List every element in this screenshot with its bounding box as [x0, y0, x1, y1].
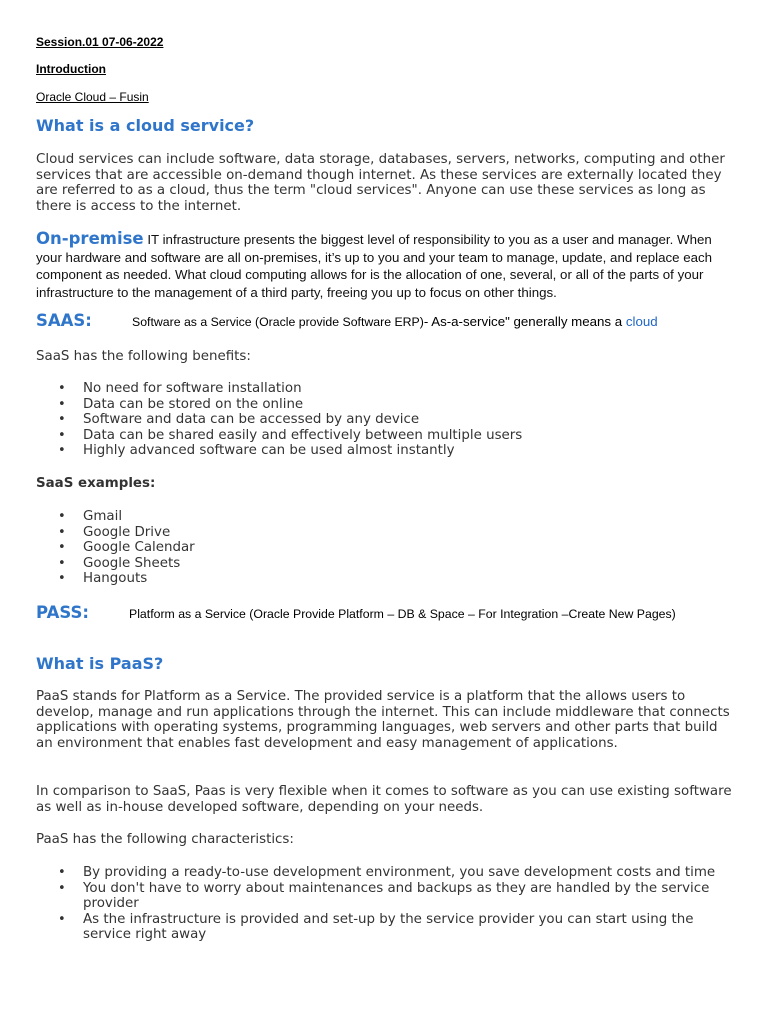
list-item — [36, 397, 736, 413]
bullet-icon: • — [58, 412, 66, 427]
list-item-text: Google Drive — [83, 524, 171, 540]
paas-characteristics-list — [36, 865, 736, 943]
pass-heading: PASS: — [36, 603, 89, 622]
saas-heading: SAAS: — [36, 311, 92, 330]
bullet-icon: • — [58, 571, 66, 586]
session-line: Session.01 07-06-2022 — [36, 35, 164, 49]
on-premise-heading: On-premise — [36, 229, 144, 248]
list-item-text: Hangouts — [83, 571, 148, 586]
bullet-icon: • — [58, 509, 66, 524]
cloud-service-paragraph: Cloud services can include software, data storage, databases, servers, networks, computing and other services that are accessible on-demand though internet. As these services are externally located they are referred to as a cloud, thus the term "cloud services". Anyone can use these services as long as there is access to the internet. — [36, 152, 725, 214]
paas-paragraph-2: In comparison to SaaS, Paas is very flexible when it comes to software as you can use existing software as well as in-house developed software, depending on your needs. — [36, 784, 732, 815]
saas-description-2: - As-a-service" generally means a — [423, 314, 626, 329]
list-item — [36, 865, 736, 881]
list-item-text: Data can be stored on the online — [83, 396, 304, 412]
list-item — [36, 881, 736, 912]
bullet-icon: • — [58, 443, 66, 458]
list-item — [36, 571, 736, 587]
on-premise-paragraph — [36, 230, 736, 301]
list-item — [36, 509, 736, 525]
list-item-text: Highly advanced software can be used almost instantly — [83, 443, 455, 458]
cloud-link[interactable]: cloud — [625, 314, 658, 329]
bullet-icon: • — [58, 540, 66, 555]
bullet-icon: • — [58, 381, 66, 396]
paas-characteristics-intro: PaaS has the following characteristics: — [36, 832, 294, 847]
list-item-text: You don't have to worry about maintenances and backups as they are handled by the service provider — [83, 880, 710, 911]
list-item — [36, 540, 736, 556]
list-item-text: No need for software installation — [83, 381, 302, 396]
list-item — [36, 443, 736, 459]
bullet-icon: • — [58, 396, 66, 412]
pass-row — [36, 603, 676, 622]
saas-benefits-intro: SaaS has the following benefits: — [36, 349, 251, 364]
bullet-icon: • — [58, 427, 66, 443]
list-item-text: Gmail — [83, 509, 123, 524]
cloud-service-heading: What is a cloud service? — [36, 116, 255, 135]
saas-row — [36, 311, 658, 330]
bullet-icon: • — [58, 880, 66, 896]
list-item — [36, 556, 736, 572]
saas-examples-label: SaaS examples: — [36, 476, 156, 491]
on-premise-text: IT infrastructure presents the biggest level of responsibility to you as a user and manager. When your hardware and software are all on-premises, it’s up to you and your team to manage, update, and replace each component as needed. What cloud computing allows for is the allocation of one, several, or all of the parts of your infrastructure to the management of a third party, freeing you up to focus on other things. — [36, 232, 713, 300]
saas-description: Software as a Service (Oracle provide Software ERP) — [132, 315, 424, 329]
list-item-text: Software and data can be accessed by any device — [83, 412, 420, 427]
pass-description: Platform as a Service (Oracle Provide Platform – DB & Space – For Integration –Create New Pages) — [129, 607, 676, 621]
list-item — [36, 912, 736, 943]
bullet-icon: • — [58, 524, 66, 540]
list-item-text: Google Sheets — [83, 555, 181, 571]
saas-benefits-list — [36, 381, 736, 459]
introduction-label: Introduction — [36, 62, 106, 76]
paas-heading: What is PaaS? — [36, 654, 164, 673]
oracle-cloud-line: Oracle Cloud – Fusin — [36, 90, 149, 104]
list-item — [36, 412, 736, 428]
bullet-icon: • — [58, 555, 66, 571]
list-item-text: By providing a ready-to-use development environment, you save development costs and time — [83, 865, 716, 880]
list-item — [36, 381, 736, 397]
list-item-text: Google Calendar — [83, 540, 195, 555]
bullet-icon: • — [58, 865, 66, 880]
list-item-text: As the infrastructure is provided and set-up by the service provider you can start using the service right away — [83, 911, 694, 942]
list-item — [36, 428, 736, 444]
saas-examples-list — [36, 509, 736, 587]
list-item-text: Data can be shared easily and effectively between multiple users — [83, 427, 523, 443]
paas-paragraph-1: PaaS stands for Platform as a Service. The provided service is a platform that the allows users to develop, manage and run applications through the internet. This can include middleware that connects applications with operating systems, programming languages, web servers and other parts that build an environment that enables fast development and easy management of applications. — [36, 689, 730, 751]
list-item — [36, 525, 736, 541]
bullet-icon: • — [58, 911, 66, 927]
